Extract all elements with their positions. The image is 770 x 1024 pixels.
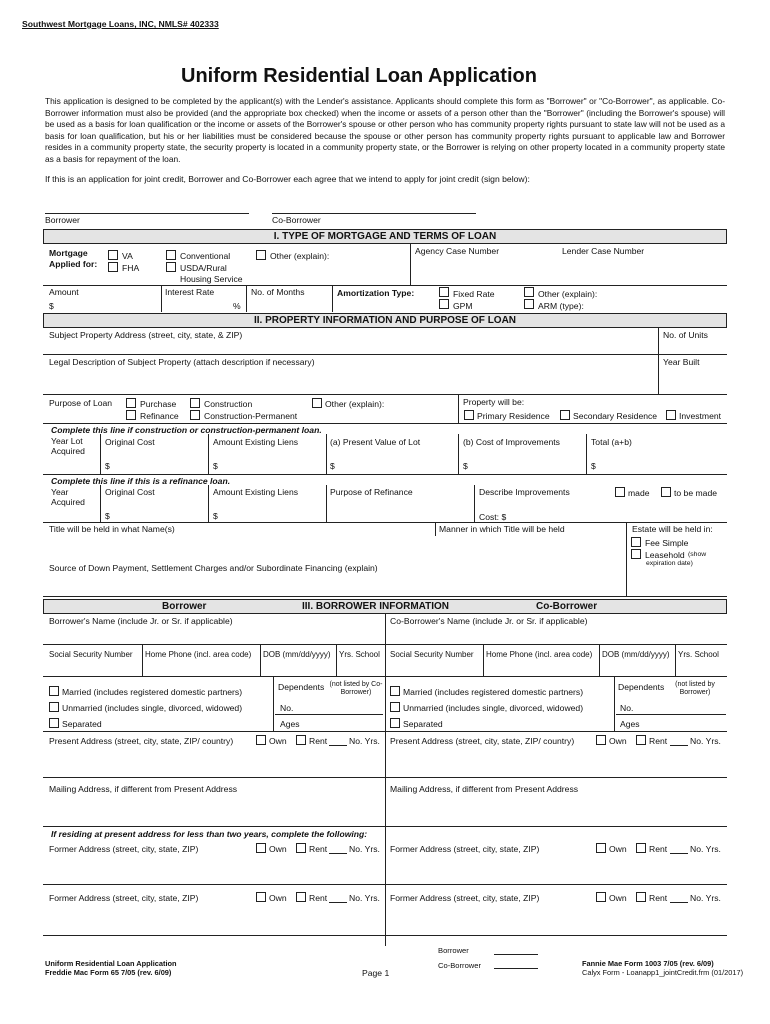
borrower-former-2-rent-checkbox[interactable]	[296, 892, 306, 902]
other-amortization-label: Other (explain):	[538, 289, 598, 299]
refi-original-cost-label: Original Cost	[105, 487, 155, 497]
co-borrower-mailing-address-label: Mailing Address, if different from Present Address	[390, 784, 579, 794]
borrower-former-1-yrs-label: No. Yrs.	[349, 844, 380, 854]
co-borrower-home-phone-label: Home Phone (incl. area code)	[486, 650, 593, 659]
co-borrower-former-2-rent-checkbox[interactable]	[636, 892, 646, 902]
lender-case-number-label: Lender Case Number	[562, 246, 645, 256]
va-label: VA	[122, 251, 133, 261]
section-3-heading-bar	[43, 599, 727, 614]
usda-label: USDA/Rural Housing Service	[180, 263, 243, 284]
borrower-present-address-label: Present Address (street, city, state, ZIP/ country)	[49, 736, 234, 746]
total-label: Total (a+b)	[591, 437, 632, 447]
borrower-dob-label: DOB (mm/dd/yyyy)	[263, 650, 331, 659]
co-borrower-separated-label: Separated	[403, 719, 443, 729]
arm-checkbox[interactable]	[524, 299, 534, 309]
manner-title-held-label: Manner in which Title will be held	[439, 524, 565, 534]
source-down-payment-label: Source of Down Payment, Settlement Charges and/or Subordinate Financing (explain)	[49, 563, 378, 573]
primary-residence-checkbox[interactable]	[464, 410, 474, 420]
fee-simple-label: Fee Simple	[645, 538, 689, 548]
co-borrower-unmarried-label: Unmarried (includes single, divorced, widowed)	[403, 703, 584, 713]
borrower-separated-label: Separated	[62, 719, 102, 729]
co-borrower-ssn-label: Social Security Number	[390, 650, 474, 659]
co-borrower-former-1-own-checkbox[interactable]	[596, 843, 606, 853]
va-checkbox[interactable]	[108, 250, 118, 260]
refi-original-cost-dollar: $	[105, 511, 110, 521]
co-borrower-former-1-yrs-label: No. Yrs.	[690, 844, 721, 854]
footer-fannie-mae: Fannie Mae Form 1003 7/05 (rev. 6/09)	[582, 959, 714, 968]
borrower-married-label: Married (includes registered domestic partners)	[62, 687, 243, 697]
refinance-line-note: Complete this line if this is a refinance loan.	[51, 476, 231, 486]
present-value-dollar: $	[330, 461, 335, 471]
year-built-label: Year Built	[663, 357, 700, 367]
existing-liens-dollar: $	[213, 461, 218, 471]
co-borrower-former-1-rent-checkbox[interactable]	[636, 843, 646, 853]
co-borrower-yrs-school-label: Yrs. School	[678, 650, 719, 659]
footer-form-name: Uniform Residential Loan Application	[45, 959, 177, 968]
refinance-label: Refinance	[140, 411, 179, 421]
no-of-units-label: No. of Units	[663, 330, 708, 340]
co-borrower-present-address-label: Present Address (street, city, state, ZIP/ country)	[390, 736, 575, 746]
borrower-former-1-own-label: Own	[269, 844, 287, 854]
borrower-dependents-ages: Ages	[280, 719, 300, 729]
other-amortization-checkbox[interactable]	[524, 287, 534, 297]
conventional-checkbox[interactable]	[166, 250, 176, 260]
co-borrower-former-1-rent-label: Rent	[649, 844, 668, 854]
borrower-dependents-no: No.	[280, 703, 294, 713]
year-acquired-label: Year Acquired	[51, 487, 85, 507]
two-years-note: If residing at present address for less than two years, complete the following:	[51, 829, 368, 839]
co-borrower-present-rent-label: Rent	[649, 736, 668, 746]
co-borrower-married-checkbox[interactable]	[390, 686, 400, 696]
fixed-rate-label: Fixed Rate	[453, 289, 495, 299]
purchase-label: Purchase	[140, 399, 177, 409]
co-borrower-dependents-no: No.	[620, 703, 634, 713]
co-borrower-former-address-1-label: Former Address (street, city, state, ZIP)	[390, 844, 540, 854]
refi-existing-liens-dollar: $	[213, 511, 218, 521]
fha-label: FHA	[122, 263, 140, 273]
co-borrower-former-2-rent-label: Rent	[649, 893, 668, 903]
secondary-residence-checkbox[interactable]	[560, 410, 570, 420]
co-borrower-former-address-2-label: Former Address (street, city, state, ZIP)	[390, 893, 540, 903]
conventional-label: Conventional	[180, 251, 231, 261]
co-borrower-present-own-label: Own	[609, 736, 627, 746]
borrower-former-1-own-checkbox[interactable]	[256, 843, 266, 853]
leasehold-note: (show expiration date)	[646, 551, 707, 567]
borrower-dependents-label: Dependents	[278, 682, 325, 692]
co-borrower-former-1-own-label: Own	[609, 844, 627, 854]
to-be-made-checkbox[interactable]	[661, 487, 671, 497]
investment-checkbox[interactable]	[666, 410, 676, 420]
section-1-heading: I. TYPE OF MORTGAGE AND TERMS OF LOAN	[43, 229, 727, 244]
subject-address-label: Subject Property Address (street, city, state, & ZIP)	[49, 330, 243, 340]
intro-paragraph: This application is designed to be completed by the applicant(s) with the Lender's assistance. Applicants should complete this form as "Borrower" or "Co-Borrower", as applicable. Co-Borrower information must also be provided (and the appropriate box checked) when the income or assets of a person other than the "Borrower" (including the Borrower's spouse) will be used as a basis for loan qualification or the income or assets of the Borrower's spouse or other person who has community property rights pursuant to state law will not be used as a basis for loan qualification, but his or her liabilities must be considered because the spouse or other person has community property rights pursuant to applicable law and Borrower resides in a community property state, the security property is located in a community property state, or the Borrower is relying on other property located in a community property state as a basis for repayment of the loan.	[45, 96, 725, 164]
legal-description-label: Legal Description of Subject Property (attach description if necessary)	[49, 357, 315, 367]
refi-existing-liens-label: Amount Existing Liens	[213, 487, 299, 497]
no-of-months-label: No. of Months	[251, 287, 305, 297]
made-label: made	[628, 488, 650, 498]
leasehold-label: Leasehold	[645, 550, 685, 560]
section-3-co-borrower-label: Co-Borrower	[536, 601, 598, 612]
borrower-not-listed-note: (not listed by Co-Borrower)	[329, 681, 383, 696]
purchase-checkbox[interactable]	[126, 398, 136, 408]
construction-label: Construction	[204, 399, 253, 409]
property-will-be-label: Property will be:	[463, 397, 525, 407]
borrower-former-2-yrs-label: No. Yrs.	[349, 893, 380, 903]
section-2-heading: II. PROPERTY INFORMATION AND PURPOSE OF LOAN	[43, 313, 727, 328]
amortization-type-label: Amortization Type:	[337, 288, 415, 298]
borrower-signature-label: Borrower	[45, 215, 80, 225]
page-title: Uniform Residential Loan Application	[181, 65, 537, 87]
fixed-rate-checkbox[interactable]	[439, 287, 449, 297]
co-borrower-not-listed-note: (not listed by Borrower)	[675, 681, 715, 696]
construction-line-note: Complete this line if construction or construction-permanent loan.	[51, 425, 322, 435]
amount-label: Amount	[49, 287, 79, 297]
describe-improvements-label: Describe Improvements	[479, 487, 570, 497]
borrower-former-1-rent-checkbox[interactable]	[296, 843, 306, 853]
borrower-present-rent-label: Rent	[309, 736, 328, 746]
usda-checkbox[interactable]	[166, 262, 176, 272]
construction-permanent-label: Construction-Permanent	[204, 411, 298, 421]
co-borrower-present-yrs-label: No. Yrs.	[690, 736, 721, 746]
leasehold-checkbox[interactable]	[631, 549, 641, 559]
made-checkbox[interactable]	[615, 487, 625, 497]
investment-label: Investment	[679, 411, 722, 421]
cost-improvements-label: (b) Cost of Improvements	[463, 437, 560, 447]
fha-checkbox[interactable]	[108, 262, 118, 272]
lender-header: Southwest Mortgage Loans, INC, NMLS# 402333	[22, 19, 219, 29]
arm-label: ARM (type):	[538, 301, 584, 311]
original-cost-dollar: $	[105, 461, 110, 471]
amount-dollar: $	[49, 301, 54, 311]
co-borrower-dob-label: DOB (mm/dd/yyyy)	[602, 650, 670, 659]
footer-page-number: Page 1	[362, 968, 390, 978]
gpm-label: GPM	[453, 301, 473, 311]
borrower-yrs-school-label: Yrs. School	[339, 650, 380, 659]
refinance-checkbox[interactable]	[126, 410, 136, 420]
section-3-heading: III. BORROWER INFORMATION	[302, 601, 450, 612]
borrower-present-own-checkbox[interactable]	[256, 735, 266, 745]
co-borrower-dependents-ages: Ages	[620, 719, 640, 729]
to-be-made-label: to be made	[674, 488, 717, 498]
present-value-lot-label: (a) Present Value of Lot	[330, 437, 421, 447]
borrower-home-phone-label: Home Phone (incl. area code)	[145, 650, 252, 659]
footer-calyx: Calyx Form - Loanapp1_jointCredit.frm (01/2017)	[582, 968, 744, 977]
borrower-former-2-own-label: Own	[269, 893, 287, 903]
borrower-present-yrs-label: No. Yrs.	[349, 736, 380, 746]
borrower-former-1-rent-label: Rent	[309, 844, 328, 854]
original-cost-label: Original Cost	[105, 437, 155, 447]
footer-co-borrower-initials-label: Co-Borrower	[438, 961, 482, 970]
section-3-borrower-label: Borrower	[162, 601, 207, 612]
construction-checkbox[interactable]	[190, 398, 200, 408]
gpm-checkbox[interactable]	[439, 299, 449, 309]
borrower-separated-checkbox[interactable]	[49, 718, 59, 728]
interest-rate-percent: %	[233, 301, 241, 311]
borrower-name-label: Borrower's Name (include Jr. or Sr. if applicable)	[49, 616, 233, 626]
borrower-unmarried-label: Unmarried (includes single, divorced, widowed)	[62, 703, 243, 713]
other-mortgage-label: Other (explain):	[270, 251, 330, 261]
interest-rate-label: Interest Rate	[165, 287, 215, 297]
cost-improvements-dollar: $	[463, 461, 468, 471]
co-borrower-present-rent-checkbox[interactable]	[636, 735, 646, 745]
footer-freddie-mac: Freddie Mac Form 65 7/05 (rev. 6/09)	[45, 968, 172, 977]
co-borrower-signature-label: Co-Borrower	[272, 215, 321, 225]
co-borrower-present-own-checkbox[interactable]	[596, 735, 606, 745]
borrower-married-checkbox[interactable]	[49, 686, 59, 696]
co-borrower-unmarried-checkbox[interactable]	[390, 702, 400, 712]
co-borrower-name-label: Co-Borrower's Name (include Jr. or Sr. if applicable)	[390, 616, 588, 626]
co-borrower-former-2-own-checkbox[interactable]	[596, 892, 606, 902]
construction-permanent-checkbox[interactable]	[190, 410, 200, 420]
borrower-ssn-label: Social Security Number	[49, 650, 133, 659]
year-lot-acquired-label: Year Lot Acquired	[51, 436, 85, 456]
footer-borrower-initials-label: Borrower	[438, 946, 469, 955]
borrower-former-2-own-checkbox[interactable]	[256, 892, 266, 902]
purpose-of-loan-label: Purpose of Loan	[49, 398, 113, 408]
title-held-names-label: Title will be held in what Name(s)	[49, 524, 175, 534]
other-purpose-label: Other (explain):	[325, 399, 385, 409]
primary-residence-label: Primary Residence	[477, 411, 550, 421]
amount-existing-liens-label: Amount Existing Liens	[213, 437, 299, 447]
total-dollar: $	[591, 461, 596, 471]
other-purpose-checkbox[interactable]	[312, 398, 322, 408]
fee-simple-checkbox[interactable]	[631, 537, 641, 547]
estate-held-in-label: Estate will be held in:	[632, 524, 713, 534]
borrower-unmarried-checkbox[interactable]	[49, 702, 59, 712]
borrower-former-2-rent-label: Rent	[309, 893, 328, 903]
borrower-present-rent-checkbox[interactable]	[296, 735, 306, 745]
co-borrower-separated-checkbox[interactable]	[390, 718, 400, 728]
purpose-of-refinance-label: Purpose of Refinance	[330, 487, 413, 497]
agency-case-number-label: Agency Case Number	[415, 246, 500, 256]
borrower-former-address-2-label: Former Address (street, city, state, ZIP)	[49, 893, 199, 903]
secondary-residence-label: Secondary Residence	[573, 411, 658, 421]
co-borrower-former-2-own-label: Own	[609, 893, 627, 903]
co-borrower-dependents-label: Dependents	[618, 682, 665, 692]
mortgage-applied-for-label: Mortgage Applied for:	[49, 248, 98, 269]
borrower-present-own-label: Own	[269, 736, 287, 746]
joint-credit-statement: If this is an application for joint credit, Borrower and Co-Borrower each agree that we intend to apply for joint credit (sign below):	[45, 174, 530, 184]
co-borrower-married-label: Married (includes registered domestic partners)	[403, 687, 584, 697]
borrower-mailing-address-label: Mailing Address, if different from Present Address	[49, 784, 238, 794]
co-borrower-former-2-yrs-label: No. Yrs.	[690, 893, 721, 903]
other-mortgage-checkbox[interactable]	[256, 250, 266, 260]
borrower-former-address-1-label: Former Address (street, city, state, ZIP)	[49, 844, 199, 854]
cost-label: Cost: $	[479, 512, 507, 522]
